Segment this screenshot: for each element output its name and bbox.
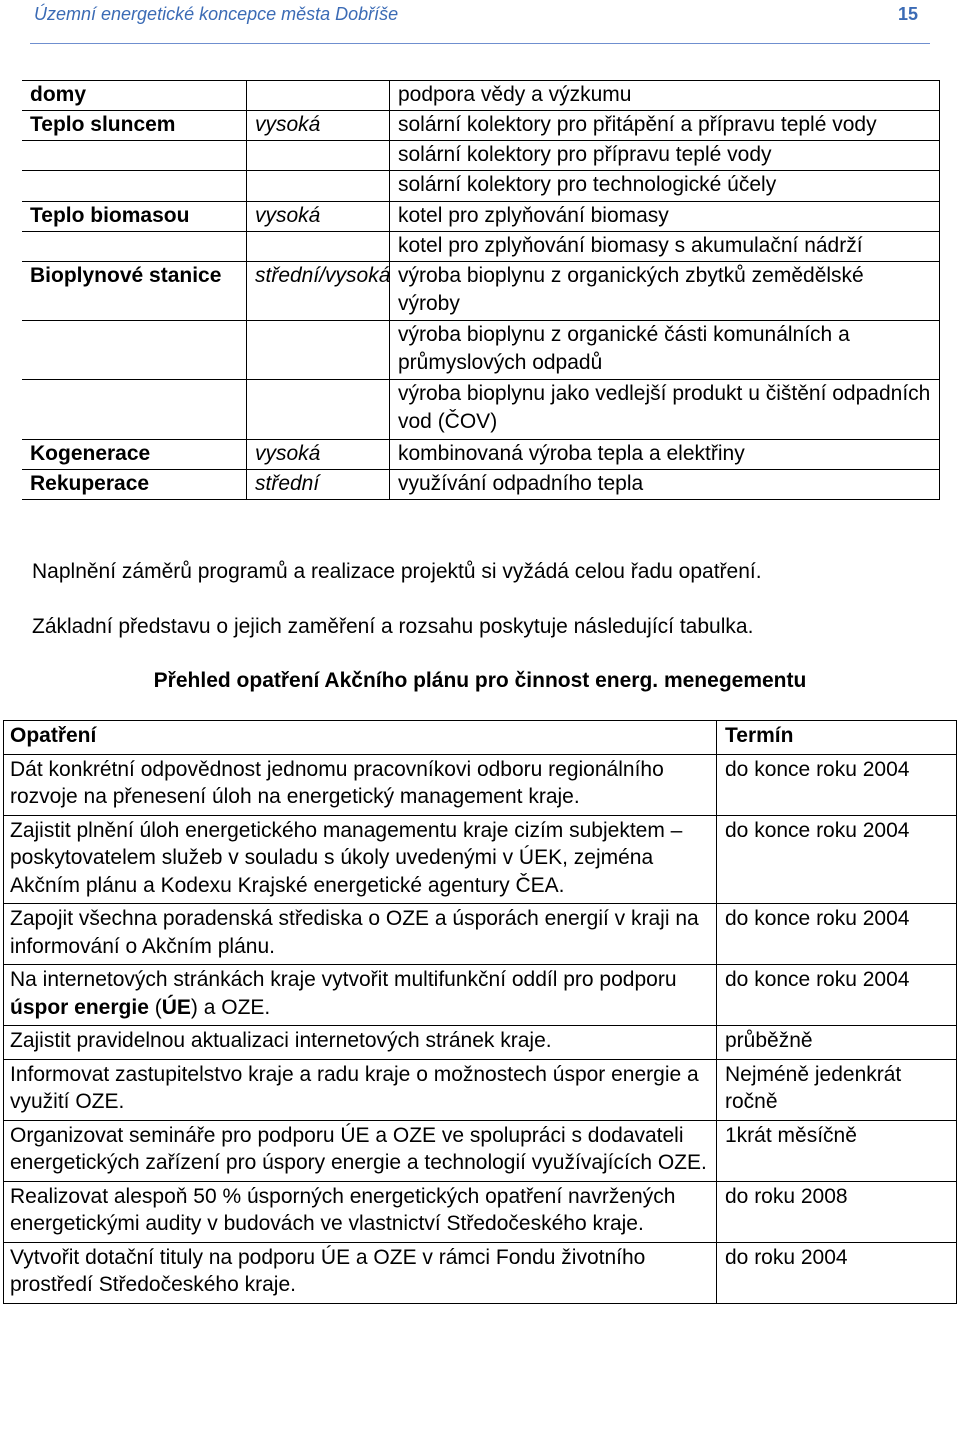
technology-cell: Teplo sluncem xyxy=(22,111,247,141)
support-cell: kombinovaná výroba tepla a elektřiny xyxy=(390,439,940,469)
table-row xyxy=(22,380,940,439)
support-cell: solární kolektory pro přípravu teplé vody xyxy=(390,141,940,171)
paragraph-overview: Základní představu o jejich zaměření a rozsahu poskytuje následující tabulka. xyxy=(32,615,754,638)
table-row xyxy=(4,904,957,965)
paragraph-measures: Naplnění záměrů programů a realizace projektů si vyžádá celou řadu opatření. xyxy=(32,560,762,583)
technology-cell xyxy=(22,231,247,261)
priority-cell xyxy=(247,141,390,171)
technology-cell xyxy=(22,321,247,380)
table-row xyxy=(4,1120,957,1181)
support-cell: výroba bioplynu jako vedlejší produkt u čištění odpadních vod (ČOV) xyxy=(390,380,940,439)
priority-cell xyxy=(247,81,390,111)
page-number: 15 xyxy=(897,4,918,24)
technology-cell: domy xyxy=(22,81,247,111)
priority-cell: vysoká xyxy=(247,111,390,141)
priority-cell xyxy=(247,171,390,201)
measure-text: ) a OZE. xyxy=(190,995,271,1019)
emphasis-text: úspor energie xyxy=(10,995,149,1019)
support-cell: výroba bioplynu z organické části komunálních a průmyslových odpadů xyxy=(390,321,940,380)
support-cell: kotel pro zplyňování biomasy xyxy=(390,201,940,231)
table-row xyxy=(22,141,940,171)
table-row xyxy=(22,321,940,380)
support-cell: výroba bioplynu z organických zbytků zemědělské výroby xyxy=(390,261,940,320)
measure-cell: Vytvořit dotační tituly na podporu ÚE a OZE v rámci Fondu životního prostředí Středočeského kraje. xyxy=(4,1242,717,1303)
table-row xyxy=(4,1181,957,1242)
term-cell: do roku 2008 xyxy=(717,1181,957,1242)
technology-cell xyxy=(22,141,247,171)
support-cell: solární kolektory pro přitápění a přípravu teplé vody xyxy=(390,111,940,141)
measure-cell: Zapojit všechna poradenská střediska o OZE a úsporách energií v kraji na informování o Akčním plánu. xyxy=(4,904,717,965)
term-cell: Nejméně jedenkrát ročně xyxy=(717,1059,957,1120)
column-header-measure: Opatření xyxy=(4,721,717,755)
term-cell: do konce roku 2004 xyxy=(717,754,957,815)
measure-cell: Organizovat semináře pro podporu ÚE a OZE ve spolupráci s dodavateli energetických zařízení pro úspory energie a technologií využívajících OZE. xyxy=(4,1120,717,1181)
priority-cell: střední xyxy=(247,469,390,499)
measure-text: Na internetových stránkách kraje vytvořit multifunkční oddíl pro podporu xyxy=(10,968,677,991)
measure-cell xyxy=(4,965,717,1026)
term-cell: 1krát měsíčně xyxy=(717,1120,957,1181)
table-row xyxy=(22,81,940,111)
measure-cell: Zajistit plnění úloh energetického managementu kraje cizím subjektem – poskytovatelem služeb v souladu s úkoly uvedenými v ÚEK, zejména Akčním plánu a Kodexu Krajské energetické agentury ČEA. xyxy=(4,815,717,904)
technology-cell xyxy=(22,171,247,201)
table-row xyxy=(22,469,940,499)
table-row xyxy=(22,201,940,231)
priority-cell xyxy=(247,380,390,439)
priority-cell: vysoká xyxy=(247,201,390,231)
emphasis-text: ÚE xyxy=(161,995,191,1019)
support-cell: využívání odpadního tepla xyxy=(390,469,940,499)
measure-cell: Dát konkrétní odpovědnost jednomu pracovníkovi odboru regionálního rozvoje na přenesení úloh na energetický management kraje. xyxy=(4,754,717,815)
priority-cell: vysoká xyxy=(247,439,390,469)
table-header-row xyxy=(4,721,957,755)
header-rule xyxy=(30,43,930,44)
priority-cell xyxy=(247,231,390,261)
priority-cell: střední/vysoká xyxy=(247,261,390,320)
term-cell: průběžně xyxy=(717,1026,957,1060)
measure-cell: Informovat zastupitelstvo kraje a radu kraje o možnostech úspor energie a využití OZE. xyxy=(4,1059,717,1120)
technology-cell: Rekuperace xyxy=(22,469,247,499)
action-plan-heading: Přehled opatření Akčního plánu pro činnost energ. menegementu xyxy=(153,669,807,692)
page-header xyxy=(0,0,960,58)
support-cell: kotel pro zplyňování biomasy s akumulační nádrží xyxy=(390,231,940,261)
table-row xyxy=(22,171,940,201)
table-row xyxy=(4,815,957,904)
renewables-priority-table xyxy=(22,80,940,500)
table-row xyxy=(4,1026,957,1060)
column-header-term: Termín xyxy=(717,721,957,755)
measure-cell: Realizovat alespoň 50 % úsporných energetických opatření navržených energetickými audity v budovách ve vlastnictví Středočeského kraje. xyxy=(4,1181,717,1242)
table-row xyxy=(4,1059,957,1120)
term-cell: do roku 2004 xyxy=(717,1242,957,1303)
support-cell: podpora vědy a výzkumu xyxy=(390,81,940,111)
priority-cell xyxy=(247,321,390,380)
measure-cell: Zajistit pravidelnou aktualizaci internetových stránek kraje. xyxy=(4,1026,717,1060)
technology-cell xyxy=(22,380,247,439)
table-row xyxy=(4,965,957,1026)
technology-cell: Bioplynové stanice xyxy=(22,261,247,320)
document-title: Územní energetické koncepce města Dobříše xyxy=(34,4,399,24)
term-cell: do konce roku 2004 xyxy=(717,965,957,1026)
measure-text: ( xyxy=(148,995,162,1019)
support-cell: solární kolektory pro technologické účely xyxy=(390,171,940,201)
technology-cell: Kogenerace xyxy=(22,439,247,469)
term-cell: do konce roku 2004 xyxy=(717,904,957,965)
table-row xyxy=(22,261,940,320)
action-plan-table xyxy=(3,720,957,1304)
table-row xyxy=(22,111,940,141)
technology-cell: Teplo biomasou xyxy=(22,201,247,231)
table-row xyxy=(22,439,940,469)
table-row xyxy=(22,231,940,261)
table-row xyxy=(4,754,957,815)
term-cell: do konce roku 2004 xyxy=(717,815,957,904)
table-row xyxy=(4,1242,957,1303)
